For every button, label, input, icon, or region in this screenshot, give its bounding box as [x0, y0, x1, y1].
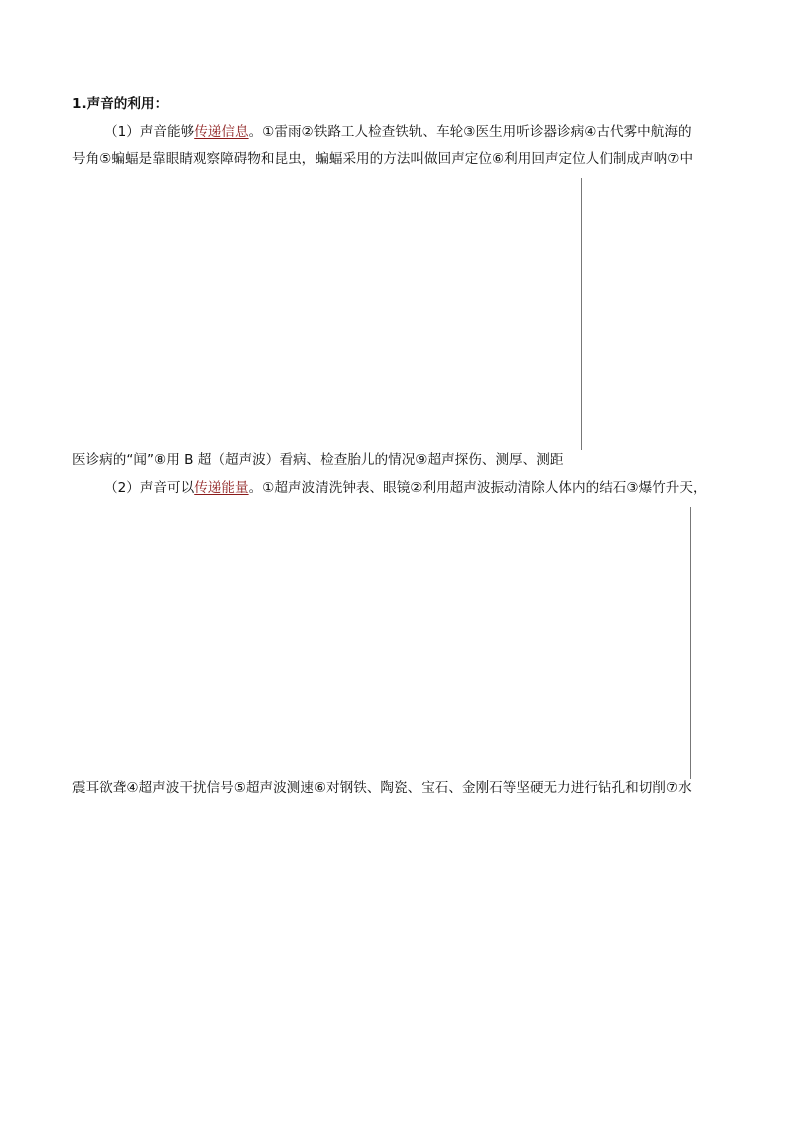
paragraph-2-line-1-rest: 。①超声波清洗钟表、眼镜②利用超声波振动清除人体内的结石③爆竹升天，	[248, 480, 707, 496]
paragraph-2-prefix: （2）声音可以	[104, 480, 195, 496]
vertical-rule-1	[581, 178, 582, 450]
paragraph-1-line-1	[104, 123, 692, 141]
keyword-transmit-energy: 传递能量	[194, 480, 249, 496]
paragraph-2-line-2: 震耳欲聋④超声波干扰信号⑤超声波测速⑥对钢铁、陶瓷、宝石、金刚石等坚硬无力进行钻孔和切削⑦水	[72, 780, 692, 796]
section-title: 1.声音的利用：	[72, 96, 169, 112]
paragraph-2-line-1	[104, 479, 707, 497]
paragraph-1-line-1-rest: 。①雷雨②铁路工人检查铁轨、车轮③医生用听诊器诊病④古代雾中航海的	[248, 124, 692, 140]
vertical-rule-2	[690, 507, 691, 779]
paragraph-1-line-3: 医诊病的“闻”⑧用 B 超（超声波）看病、检查胎儿的情况⑨超声探伤、测厚、测距	[72, 452, 564, 468]
keyword-transmit-information: 传递信息	[194, 124, 249, 140]
paragraph-1-line-2: 号角⑤蝙蝠是靠眼睛观察障碍物和昆虫，蝙蝠采用的方法叫做回声定位⑥利用回声定位人们制成声呐⑦中	[72, 151, 694, 167]
paragraph-1-prefix: （1）声音能够	[104, 124, 195, 140]
